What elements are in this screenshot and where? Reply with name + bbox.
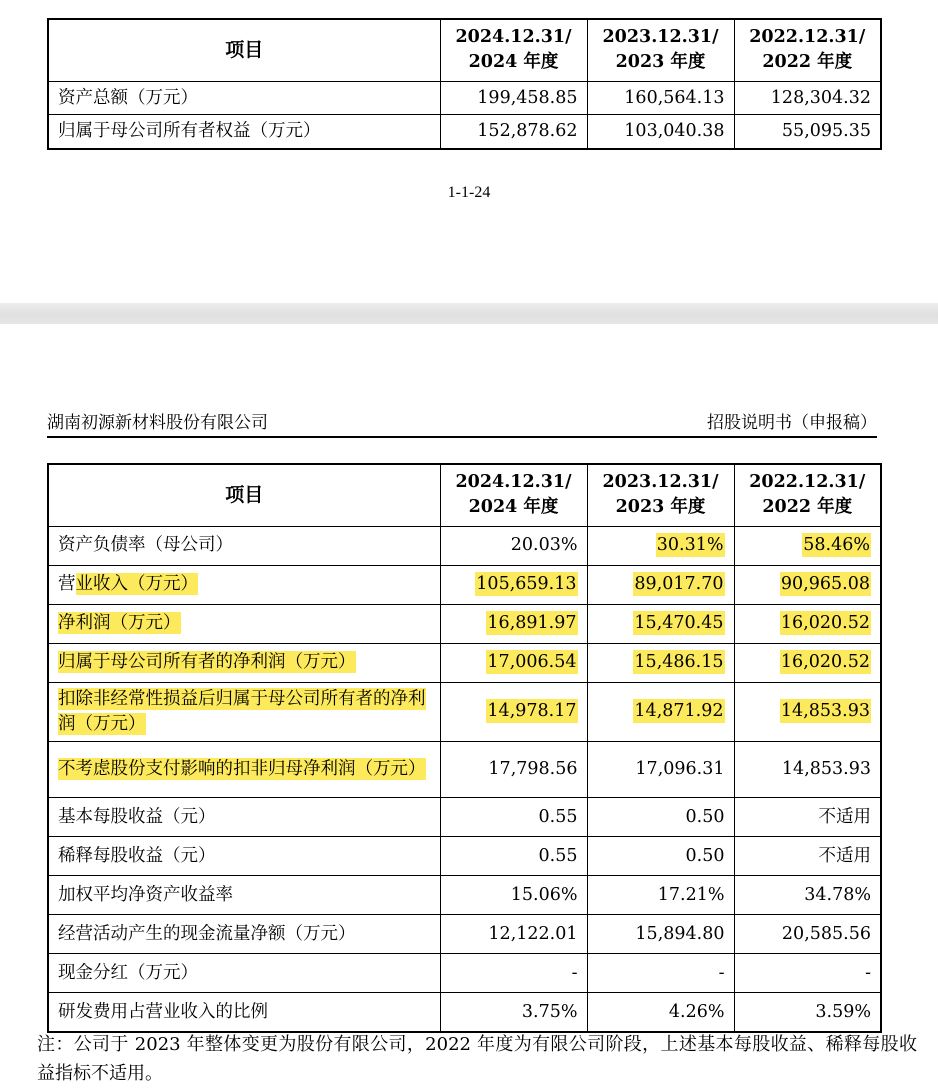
table-row: [48, 565, 881, 604]
table-row: [48, 915, 881, 954]
row-label: 稀释每股收益（元）: [48, 837, 440, 876]
table-row: [48, 876, 881, 915]
cell-2023: [587, 604, 734, 643]
table-footnote: 注：公司于 2023 年整体变更为股份有限公司，2022 年度为有限公司阶段，上述基本每股收益、稀释每股收益指标不适用。: [37, 1034, 917, 1085]
cell-2022: [734, 604, 881, 643]
cell-2023: 17,096.31: [587, 742, 734, 798]
column-header-2023-line1: 2023.12.31/: [602, 472, 719, 493]
cell-2022: 不适用: [734, 837, 881, 876]
row-label: [48, 604, 440, 643]
cell-2024: 17,798.56: [440, 742, 587, 798]
column-header-2023: [587, 464, 734, 526]
highlight-mark: 16,020.52: [780, 613, 870, 634]
cell-2024: [440, 643, 587, 682]
row-label: [48, 682, 440, 742]
row-label: [48, 565, 440, 604]
row-label: 现金分红（万元）: [48, 954, 440, 993]
highlight-mark: 16,891.97: [487, 613, 577, 634]
cell-2022: 55,095.35: [734, 115, 881, 149]
cell-2022: [734, 682, 881, 742]
column-header-2022-line1: 2022.12.31/: [749, 27, 866, 48]
cell-2022: [734, 526, 881, 565]
column-header-2023-line2: 2023 年度: [615, 52, 706, 73]
table-row: [48, 954, 881, 993]
financial-indicators-table: [47, 463, 882, 1033]
cell-2022: [734, 565, 881, 604]
cell-2022: 20,585.56: [734, 915, 881, 954]
row-label: 加权平均净资产收益率: [48, 876, 440, 915]
highlight-mark: 15,470.45: [634, 613, 724, 634]
cell-2022: 34.78%: [734, 876, 881, 915]
cell-2023: -: [587, 954, 734, 993]
cell-2024: 199,458.85: [440, 81, 587, 115]
table-row: [48, 742, 881, 798]
cell-2024: 152,878.62: [440, 115, 587, 149]
cell-2024: 0.55: [440, 837, 587, 876]
row-label: 研发费用占营业收入的比例: [48, 993, 440, 1032]
cell-2023: [587, 565, 734, 604]
table-row: [48, 837, 881, 876]
column-header-2023-line1: 2023.12.31/: [602, 27, 719, 48]
highlight-mark: 14,871.92: [634, 701, 724, 722]
page-separator: [0, 303, 938, 324]
cell-2024: 15.06%: [440, 876, 587, 915]
cell-2022: [734, 643, 881, 682]
highlight-mark: 扣除非经常性损益后归属于母公司所有者的净利润（万元）: [58, 688, 426, 734]
table-row: [48, 115, 881, 149]
table-row: [48, 643, 881, 682]
table-row: [48, 682, 881, 742]
cell-2023: 0.50: [587, 837, 734, 876]
column-header-2024-line1: 2024.12.31/: [455, 27, 572, 48]
table-row: [48, 798, 881, 837]
highlight-mark: 15,486.15: [634, 652, 724, 673]
column-header-2023-line2: 2023 年度: [615, 497, 706, 518]
cell-2024: [440, 604, 587, 643]
highlight-mark: 14,853.93: [780, 701, 870, 722]
highlight-mark: 归属于母公司所有者的净利润（万元）: [58, 652, 356, 673]
highlight-mark: 业收入（万元）: [75, 574, 198, 595]
row-label: 基本每股收益（元）: [48, 798, 440, 837]
cell-2023: [587, 643, 734, 682]
company-name: 湖南初源新材料股份有限公司: [47, 413, 268, 433]
running-header: [47, 406, 877, 438]
highlight-mark: 89,017.70: [634, 574, 724, 595]
highlight-mark: 16,020.52: [780, 652, 870, 673]
cell-2023: 103,040.38: [587, 115, 734, 149]
highlight-mark: 58.46%: [803, 535, 870, 556]
cell-2024: -: [440, 954, 587, 993]
cell-2022: 不适用: [734, 798, 881, 837]
cell-2023: 17.21%: [587, 876, 734, 915]
column-header-2024: [440, 19, 587, 81]
column-header-2024-line1: 2024.12.31/: [455, 472, 572, 493]
row-label: 资产负债率（母公司）: [48, 526, 440, 565]
cell-2023: 15,894.80: [587, 915, 734, 954]
cell-2022: 14,853.93: [734, 742, 881, 798]
highlight-mark: 14,978.17: [487, 701, 577, 722]
column-header-2024: [440, 464, 587, 526]
column-header-2022-line2: 2022 年度: [762, 52, 853, 73]
highlight-mark: 净利润（万元）: [58, 613, 181, 634]
column-header-item: 项目: [48, 19, 440, 81]
cell-2024: 12,122.01: [440, 915, 587, 954]
cell-2024: [440, 682, 587, 742]
cell-2024: [440, 565, 587, 604]
column-header-2022: [734, 19, 881, 81]
cell-2022: 128,304.32: [734, 81, 881, 115]
column-header-2022-line2: 2022 年度: [762, 497, 853, 518]
highlight-mark: 17,006.54: [487, 652, 577, 673]
highlight-mark: 90,965.08: [780, 574, 870, 595]
row-label-plain: 营: [58, 574, 76, 595]
column-header-2024-line2: 2024 年度: [468, 52, 559, 73]
row-label: [48, 742, 440, 798]
column-header-2022: [734, 464, 881, 526]
column-header-item: 项目: [48, 464, 440, 526]
column-header-2024-line2: 2024 年度: [468, 497, 559, 518]
cell-2022: -: [734, 954, 881, 993]
page-number: 1-1-24: [447, 184, 491, 201]
cell-2023: 0.50: [587, 798, 734, 837]
column-header-2022-line1: 2022.12.31/: [749, 472, 866, 493]
row-label: [48, 643, 440, 682]
cell-2024: 20.03%: [440, 526, 587, 565]
row-label: 经营活动产生的现金流量净额（万元）: [48, 915, 440, 954]
table-row: [48, 81, 881, 115]
table-row: [48, 526, 881, 565]
cell-2024: 0.55: [440, 798, 587, 837]
document-type: 招股说明书（申报稿）: [707, 413, 877, 433]
cell-2023: [587, 682, 734, 742]
column-header-2023: [587, 19, 734, 81]
table-header-row: [48, 19, 881, 81]
highlight-mark: 不考虑股份支付影响的扣非归母净利润（万元）: [58, 759, 426, 780]
cell-2023: 160,564.13: [587, 81, 734, 115]
highlight-mark: 30.31%: [656, 535, 724, 556]
row-label: 归属于母公司所有者权益（万元）: [48, 115, 440, 149]
cell-2024: 3.75%: [440, 993, 587, 1032]
table-header-row: [48, 464, 881, 526]
highlight-mark: 105,659.13: [476, 574, 577, 595]
table-row: [48, 993, 881, 1032]
assets-summary-table: [47, 18, 882, 150]
cell-2022: 3.59%: [734, 993, 881, 1032]
table-row: [48, 604, 881, 643]
cell-2023: 4.26%: [587, 993, 734, 1032]
document-page-top: [0, 0, 938, 303]
row-label: 资产总额（万元）: [48, 81, 440, 115]
cell-2023: [587, 526, 734, 565]
